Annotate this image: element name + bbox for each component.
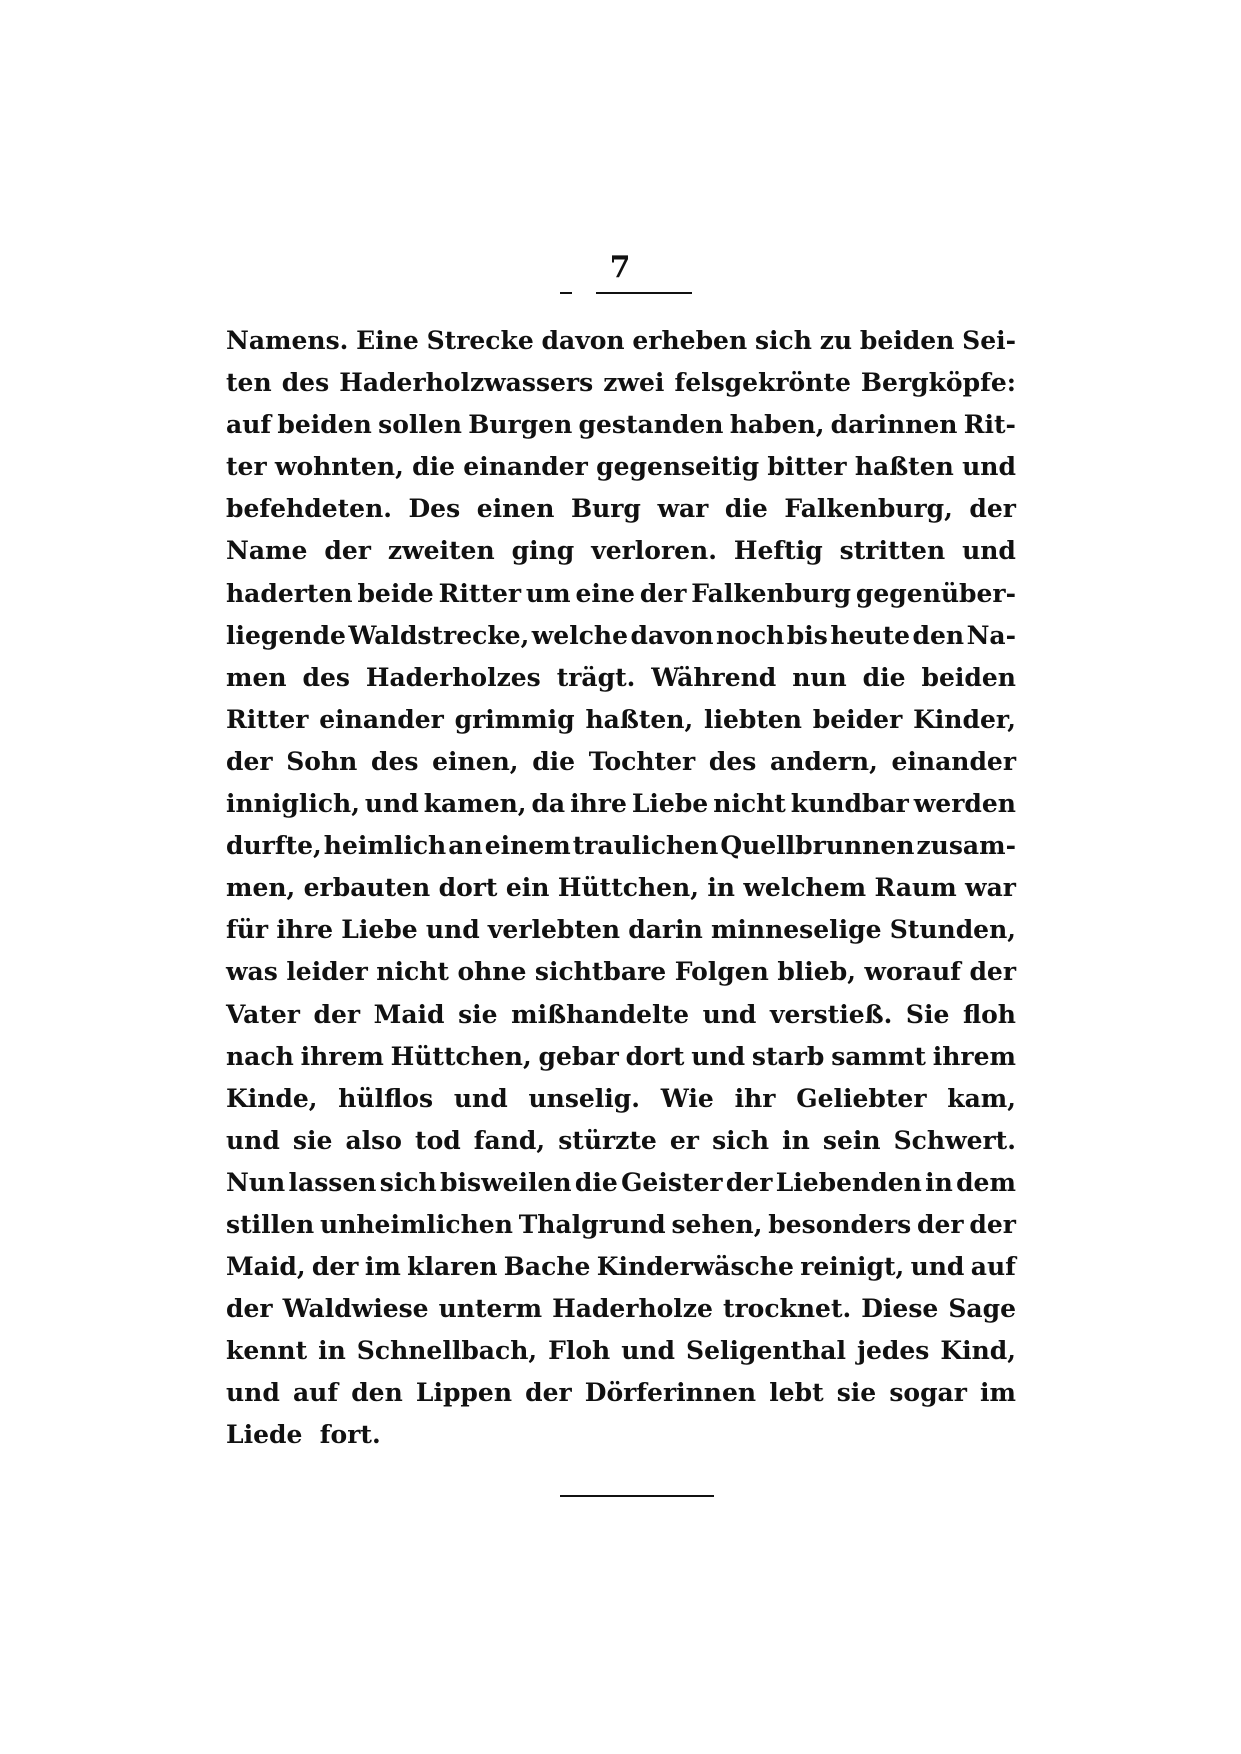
word: kamen, — [423, 789, 527, 819]
word: Liede — [226, 1420, 303, 1450]
word: und — [226, 1378, 280, 1408]
word: felsgekrönte — [674, 368, 851, 398]
word: trocknet. — [722, 1294, 852, 1324]
word: bitter — [767, 452, 847, 482]
word: und — [425, 915, 480, 945]
word: sollen — [378, 410, 462, 440]
word: beiden — [921, 662, 1016, 692]
word: sein — [822, 1125, 881, 1155]
word: beider — [812, 704, 903, 734]
word: Sie — [905, 999, 950, 1029]
word: ihre — [276, 915, 334, 945]
word: floh — [962, 999, 1016, 1029]
word: Schwert. — [893, 1125, 1016, 1155]
word: unselig. — [528, 1083, 640, 1113]
word: klaren — [407, 1252, 498, 1282]
word: Seligenthal — [686, 1336, 846, 1366]
word: an — [448, 831, 483, 861]
word: einem — [484, 831, 571, 861]
word: fort. — [319, 1420, 381, 1450]
word: kennt — [226, 1336, 308, 1366]
word: sich — [379, 1167, 437, 1197]
word: grimmig — [454, 704, 575, 734]
word: ein — [505, 873, 550, 903]
text-line — [226, 1414, 1016, 1456]
word: was — [226, 957, 278, 987]
word: haßten — [854, 452, 954, 482]
word: Geliebter — [796, 1083, 927, 1113]
word: gebar — [538, 1041, 619, 1071]
word: reinigt, — [800, 1252, 905, 1282]
word: sehen, — [671, 1209, 763, 1239]
word: Lippen — [415, 1378, 512, 1408]
text-line — [226, 615, 1016, 657]
word: dort — [438, 873, 498, 903]
word: Schnellbach, — [356, 1336, 538, 1366]
word: zwei — [603, 368, 665, 398]
word: Liebe — [631, 789, 709, 819]
word: eine — [575, 578, 635, 608]
word: Raum — [874, 873, 957, 903]
word: die — [412, 452, 455, 482]
text-line — [226, 783, 1016, 825]
word: stritten — [839, 536, 946, 566]
word: zu — [819, 326, 853, 355]
word: und — [702, 999, 757, 1029]
word: der — [639, 578, 687, 608]
word: men, — [226, 873, 296, 903]
word: sie — [292, 1125, 333, 1155]
word: fand, — [473, 1125, 546, 1155]
word: des — [281, 368, 330, 398]
word: Ritter — [226, 704, 309, 734]
word: nicht — [376, 957, 449, 987]
word: zusam- — [916, 831, 1016, 861]
word: der — [917, 1209, 964, 1239]
word: haderten — [226, 578, 353, 608]
word: liegende — [226, 620, 346, 650]
word: noch — [716, 620, 785, 650]
word: beiden — [277, 410, 372, 440]
word: einander — [463, 452, 588, 482]
text-line — [226, 362, 1016, 404]
word: gegenüber- — [855, 578, 1016, 608]
word: trägt. — [556, 662, 636, 692]
word: auf — [226, 410, 272, 440]
word: Na- — [966, 620, 1016, 650]
word: beiden — [859, 326, 955, 355]
word: ten — [226, 368, 272, 398]
word: Liebe — [341, 915, 418, 945]
word: ging — [511, 536, 575, 566]
word: Diese — [861, 1294, 939, 1324]
word: dort — [625, 1041, 685, 1071]
word: der — [226, 1294, 273, 1324]
word: sie — [458, 999, 498, 1029]
text-line — [226, 530, 1016, 572]
word: gegenseitig — [596, 452, 760, 482]
word: traulichen — [572, 831, 719, 861]
word: beide — [357, 578, 434, 608]
word: Floh — [548, 1336, 611, 1366]
word: liebten — [703, 704, 802, 734]
word: war — [657, 494, 709, 524]
word: ihr — [734, 1083, 776, 1113]
word: unheimlichen — [320, 1209, 513, 1239]
word: leider — [286, 957, 368, 987]
word: er — [669, 1125, 699, 1155]
word: in — [318, 1336, 346, 1366]
word: und — [453, 1083, 508, 1113]
word: der — [525, 1378, 572, 1408]
word: in — [782, 1125, 810, 1155]
word: bisweilen — [440, 1167, 572, 1197]
word: Thalgrund — [518, 1209, 666, 1239]
word: Kinder, — [913, 704, 1016, 734]
word: Name — [226, 536, 308, 566]
word: erbauten — [303, 873, 431, 903]
word: des — [371, 746, 419, 776]
word: durfte, — [226, 831, 322, 861]
word: und — [691, 1041, 746, 1071]
word: der — [313, 999, 361, 1029]
word: sichtbare — [534, 957, 667, 987]
text-line — [226, 573, 1016, 615]
word: ihrem — [932, 1041, 1016, 1071]
word: haßten, — [585, 704, 694, 734]
word: und — [910, 1252, 965, 1282]
word: welchem — [743, 873, 867, 903]
word: Stunden, — [889, 915, 1016, 945]
word: einen, — [432, 746, 519, 776]
word: Haderholze — [552, 1294, 713, 1324]
word: ihrem — [300, 1041, 384, 1071]
word: darinnen — [830, 410, 958, 440]
word: und — [621, 1336, 676, 1366]
word: gestanden — [578, 410, 724, 440]
word: Waldwiese — [282, 1294, 429, 1324]
word: jedes — [856, 1336, 930, 1366]
word: der — [226, 746, 273, 776]
text-line — [226, 1120, 1016, 1162]
word: sich — [712, 1125, 770, 1155]
word: für — [226, 915, 269, 945]
word: in — [925, 1167, 953, 1197]
word: inniglich, — [226, 789, 360, 819]
word: einander — [891, 746, 1016, 776]
word: ohne — [457, 957, 527, 987]
word: und — [364, 789, 419, 819]
word: die — [574, 1167, 618, 1197]
word: und — [226, 1125, 280, 1155]
text-line — [226, 867, 1016, 909]
word: heute — [830, 620, 911, 650]
word: der — [725, 1167, 773, 1197]
word: andern, — [770, 746, 878, 776]
word: Burgen — [468, 410, 573, 440]
word: der — [311, 1252, 359, 1282]
word: stürzte — [558, 1125, 657, 1155]
word: Kinde, — [226, 1083, 318, 1113]
end-rule — [560, 1495, 714, 1497]
text-line — [226, 1330, 1016, 1372]
word: bis — [786, 620, 828, 650]
word: Namens. — [226, 326, 349, 355]
word: Falkenburg, — [784, 494, 953, 524]
text-line — [226, 320, 1016, 362]
word: besonders — [768, 1209, 912, 1239]
word: Während — [651, 662, 777, 692]
word: Ritter — [438, 578, 522, 608]
body-text — [226, 320, 1016, 1457]
header-rule — [596, 292, 692, 294]
word: heimlich — [323, 831, 447, 861]
word: Kind, — [940, 1336, 1016, 1366]
word: Strecke — [426, 326, 534, 355]
word: der — [324, 536, 371, 566]
word: des — [302, 662, 350, 692]
word: Vater — [226, 999, 300, 1029]
word: hülflos — [338, 1083, 434, 1113]
word: haben, — [729, 410, 825, 440]
word: kundbar — [790, 789, 909, 819]
word: im — [980, 1378, 1016, 1408]
word: und — [962, 452, 1016, 482]
word: Hüttchen, — [390, 1041, 532, 1071]
word: sie — [836, 1378, 877, 1408]
word: minneselige — [710, 915, 882, 945]
text-line — [226, 825, 1016, 867]
text-line — [226, 1288, 1016, 1330]
text-line — [226, 699, 1016, 741]
word: Liebenden — [775, 1167, 922, 1197]
word: sogar — [889, 1378, 967, 1408]
text-line — [226, 1246, 1016, 1288]
word: Hüttchen, — [557, 873, 699, 903]
word: Waldstrecke, — [348, 620, 530, 650]
word: Dörferinnen — [584, 1378, 757, 1408]
word: die — [862, 662, 906, 692]
word: und — [962, 536, 1016, 566]
word: mißhandelte — [511, 999, 689, 1029]
word: da — [531, 789, 566, 819]
word: Quellbrunnen — [720, 831, 915, 861]
word: Maid, — [226, 1252, 306, 1282]
word: ter — [226, 452, 267, 482]
word: der — [969, 494, 1016, 524]
word: war — [965, 873, 1016, 903]
word: blieb, — [777, 957, 856, 987]
word: Des — [408, 494, 461, 524]
word: worauf — [864, 957, 961, 987]
word: Maid — [373, 999, 445, 1029]
text-line — [226, 741, 1016, 783]
word: Rit- — [963, 410, 1016, 440]
word: den — [351, 1378, 403, 1408]
word: nach — [226, 1041, 294, 1071]
word: Bergköpfe: — [860, 368, 1016, 398]
text-line — [226, 446, 1016, 488]
word: nun — [792, 662, 847, 692]
word: einander — [319, 704, 444, 734]
text-line — [226, 1204, 1016, 1246]
word: werden — [913, 789, 1016, 819]
word: den — [912, 620, 965, 650]
word: der — [969, 1209, 1016, 1239]
word: Nun — [226, 1167, 286, 1197]
text-line — [226, 1078, 1016, 1120]
text-line — [226, 404, 1016, 446]
word: welche — [531, 620, 628, 650]
word: Eine — [356, 326, 419, 355]
word: lassen — [288, 1167, 377, 1197]
word: verlebten — [487, 915, 621, 945]
word: einen — [476, 494, 555, 524]
word: davon — [541, 326, 625, 355]
word: Tochter — [588, 746, 696, 776]
word: um — [525, 578, 571, 608]
word: tod — [415, 1125, 461, 1155]
text-line — [226, 657, 1016, 699]
word: Burg — [570, 494, 641, 524]
text-line — [226, 1036, 1016, 1078]
word: starb — [751, 1041, 825, 1071]
word: verstieß. — [770, 999, 893, 1029]
text-line — [226, 951, 1016, 993]
word: auf — [292, 1378, 339, 1408]
word: der — [969, 957, 1016, 987]
word: men — [226, 662, 287, 692]
word: wohnten, — [274, 452, 404, 482]
word: befehdeten. — [226, 494, 392, 524]
word: in — [707, 873, 735, 903]
word: Falkenburg — [691, 578, 852, 608]
word: die — [724, 494, 768, 524]
word: Heftig — [733, 536, 823, 566]
word: lebt — [769, 1378, 824, 1408]
text-line — [226, 1162, 1016, 1204]
word: zweiten — [387, 536, 495, 566]
word: Haderholzwassers — [339, 368, 594, 398]
word: davon — [630, 620, 714, 650]
word: Sei- — [962, 326, 1016, 355]
word: Wie — [660, 1083, 714, 1113]
word: also — [345, 1125, 402, 1155]
word: des — [708, 746, 757, 776]
text-line — [226, 994, 1016, 1036]
word: verloren. — [591, 536, 717, 566]
word: erheben — [632, 326, 748, 355]
word: ihre — [570, 789, 627, 819]
word: Bache — [503, 1252, 591, 1282]
word: Sage — [948, 1294, 1016, 1324]
text-line — [226, 1372, 1016, 1414]
header-rule-short — [560, 292, 572, 294]
word: sich — [754, 326, 812, 355]
word: stillen — [226, 1209, 315, 1239]
word: sammt — [831, 1041, 926, 1071]
word: auf — [970, 1252, 1016, 1282]
word: darin — [628, 915, 703, 945]
page-number: 7 — [609, 250, 632, 285]
word: im — [364, 1252, 401, 1282]
word: Geister — [621, 1167, 723, 1197]
word: Haderholzes — [365, 662, 541, 692]
text-line — [226, 488, 1016, 530]
text-line — [226, 909, 1016, 951]
word: unterm — [438, 1294, 543, 1324]
word: nicht — [713, 789, 786, 819]
word: Kinderwäsche — [596, 1252, 794, 1282]
word: dem — [956, 1167, 1016, 1197]
word: Sohn — [286, 746, 358, 776]
word: die — [532, 746, 576, 776]
word: Folgen — [674, 957, 769, 987]
word: kam, — [947, 1083, 1016, 1113]
